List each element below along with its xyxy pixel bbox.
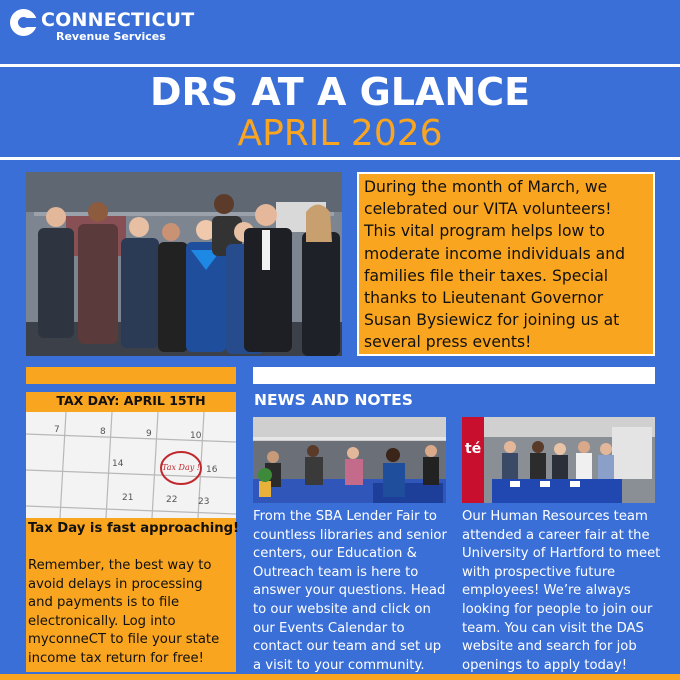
calendar-number: 9 <box>146 429 152 439</box>
page-title: DRS AT A GLANCE <box>149 70 531 114</box>
vita-line: During the month of March, we <box>364 178 608 196</box>
news-line: answer your questions. Head <box>253 583 446 599</box>
calendar-number: 22 <box>166 495 178 505</box>
tax-day-line: Remember, the best way to <box>28 558 212 573</box>
calendar-number: 10 <box>190 431 202 441</box>
news-line: Our Human Resources team <box>462 509 648 524</box>
news-item-human-resources <box>462 508 667 675</box>
vita-text <box>364 176 648 354</box>
calendar-number: 16 <box>206 465 218 475</box>
vita-volunteers-photo <box>26 172 342 356</box>
divider-middle <box>0 157 680 160</box>
connecticut-c-logo-icon <box>10 9 37 36</box>
career-fair-sign-text: té <box>465 441 482 457</box>
news-line: contact our team and set up <box>253 639 442 655</box>
tax-day-approaching: Tax Day is fast approaching! <box>28 521 240 536</box>
news-line: openings to apply today! <box>462 657 628 673</box>
tax-day-line: avoid delays in processing <box>28 576 203 592</box>
calendar-number: 21 <box>122 493 134 503</box>
news-line: looking for people to join our <box>462 601 653 617</box>
brand-subtitle: Revenue Services <box>56 30 166 43</box>
vita-line: Susan Bysiewicz for joining us at <box>364 311 620 330</box>
tax-day-line: electronically. Log into <box>28 613 176 629</box>
news-line: University of Hartford to meet <box>462 546 661 562</box>
calendar-number: 8 <box>100 427 106 437</box>
vita-line: celebrated our VITA volunteers! <box>364 200 612 219</box>
calendar-circled-label: Tax Day ! <box>162 463 200 472</box>
white-separator-bar <box>253 367 655 384</box>
news-item-education-outreach <box>253 508 453 675</box>
bottom-accent-bar <box>0 674 680 680</box>
tax-day-line: and payments is to file <box>28 595 180 611</box>
news-line: centers, our Education & <box>253 546 417 562</box>
tax-day-heading: TAX DAY: APRIL 15TH <box>56 393 206 408</box>
calendar-number: 7 <box>54 425 60 435</box>
news-line: to our website and click on <box>253 601 431 617</box>
page-subtitle: APRIL 2026 <box>237 113 443 154</box>
calendar-number: 23 <box>198 497 210 507</box>
tax-day-line: myconneCT to file your state <box>28 632 220 648</box>
news-heading: NEWS AND NOTES <box>254 391 413 409</box>
tax-day-line: income tax return for free! <box>28 650 204 666</box>
news-line: attended a career fair at the <box>462 527 650 543</box>
tax-day-body <box>28 557 238 669</box>
vita-line: This vital program helps low to <box>364 222 605 241</box>
news-line: our Events Calendar to <box>253 620 405 636</box>
news-line: a visit to your community. <box>253 657 425 673</box>
news-line: employees! We’re always <box>462 583 631 599</box>
news-line: Outreach team is here to <box>253 564 419 580</box>
news-line: with prospective future <box>462 564 616 580</box>
career-fair-photo <box>462 417 655 503</box>
news-line: website and search for job <box>462 639 637 655</box>
news-line: team. You can visit the DAS <box>462 620 644 636</box>
vita-line: thanks to Lieutenant Governor <box>364 289 604 308</box>
vita-line: families file their taxes. Special <box>364 266 609 285</box>
vita-line: moderate income individuals and <box>364 244 626 263</box>
news-line: From the SBA Lender Fair to <box>253 509 437 524</box>
lender-fair-photo <box>253 417 446 503</box>
calendar-number: 14 <box>112 459 124 469</box>
orange-separator-bar <box>26 367 236 384</box>
vita-announcement <box>357 172 655 356</box>
brand-name: CONNECTICUT <box>41 9 195 31</box>
vita-line: several press events! <box>364 333 532 352</box>
divider-top <box>0 64 680 67</box>
news-line: countless libraries and senior <box>253 527 447 543</box>
calendar-image <box>26 412 236 518</box>
